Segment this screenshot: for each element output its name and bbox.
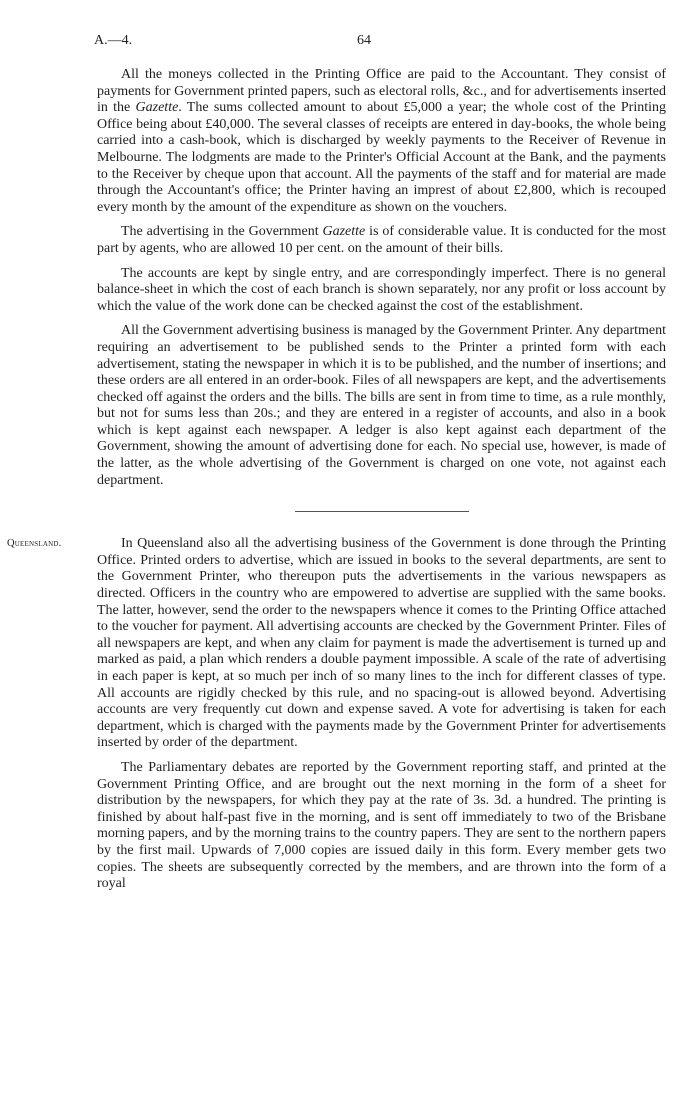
page-number: 64 [357, 33, 371, 48]
document-reference: A.—4. [94, 33, 133, 48]
page-header [0, 33, 700, 53]
page-body [7, 67, 666, 901]
paragraph-gazette-advertising: The advertising in the Government Gazette is of considerable value. It is conducted for the most part by agents, who are allowed 10 per cent. on the amount of their bills. [97, 224, 666, 256]
gazette-title-italic: Gazette [135, 100, 179, 116]
gazette-title-italic: Gazette [322, 224, 366, 240]
paragraph-accounts-single-entry: The accounts are kept by single entry, and are correspondingly imperfect. There is no general balance-sheet in which the cost of each branch is shown separately, nor any profit or loss account by which the value of the work done can be checked against the cost of the establishment. [97, 265, 666, 314]
paragraph-parliamentary-debates: The Parliamentary debates are reported by the Government reporting staff, and printed at the Government Printing Office, and are brought out the next morning in the form of a sheet for distribution by the newspapers, for which they pay at the rate of 3s. 3d. a hundred. The printing is finished by about half-past five in the morning, and is sent off immediately to two of the Brisbane morning papers, and by the morning trains to the country papers. They are sent to the northern papers by the first mail. Upwards of 7,000 copies are issued daily in this form. Every member gets two copies. The sheets are subsequently corrected by the members, and are thrown into the form of a royal [97, 759, 666, 892]
margin-label-queensland: Queensland. [7, 538, 62, 550]
section-divider [295, 511, 469, 512]
paragraph-queensland-advertising: In Queensland also all the advertising business of the Government is done through the Printing Office. Printed orders to advertise, which are issued in books to the several departments, are sent to the Government Printer, who thereupon puts the advertisements in the various newspapers as directed. Officers in the country who are empowered to advertise are supplied with the same books. The latter, however, send the order to the newspapers whence it comes to the Printing Office attached to the voucher for payment. All advertising accounts are checked by the Government Printer. Files of all newspapers are kept, and when any claim for payment is made the advertisement is turned up and marked as paid, a plan which renders a double payment impossible. A scale of the rate of advertising in each paper is kept, at so much per inch of so many lines to the inch for different classes of type. All accounts are rigidly checked by this rule, and no spacing-out is allowed beyond. Advertising accounts are very frequently cut down and expense saved. A vote for advertising is taken for each department, which is charged with the payments made by the Government Printer for advertisements inserted by order of the department. [97, 536, 666, 751]
paragraph-government-advertising: All the Government advertising business is managed by the Government Printer. Any department requiring an advertisement to be published sends to the Printer a printed form with each advertisement, stating the newspaper in which it is to be published, and the number of insertions; and these orders are all entered in an order-book. Files of all newspapers are kept, and the advertisements checked off against the orders and the bills. The bills are sent in from time to time, as a rule monthly, but not for sums less than 20s.; and they are entered in a register of accounts, and also in a book which is kept against each newspaper. A ledger is also kept against each department of the Government, showing the amount of advertising done for each. No special use, however, is made of the latter, as the whole advertising of the Government is charged on one vote, not against each department. [97, 323, 666, 488]
paragraph-printing-office-moneys: All the moneys collected in the Printing Office are paid to the Accountant. They consist of payments for Government printed papers, such as electoral rolls, &c., and for advertisements inserted in the Gazette. The sums collected amount to about £5,000 a year; the whole cost of the Printing Office being about £40,000. The several classes of receipts are entered in day-books, the whole being carried into a cash-book, which is discharged by weekly payments to the Receiver of Revenue in Melbourne. The lodgments are made to the Printer's Official Account at the Bank, and the payments to the Receiver by cheque upon that account. All the payments of the staff and for material are made through the Accountant's office; the Printer having an imprest of about £2,800, which is recouped every month by the amount of the expenditure as shown on the vouchers. [97, 67, 666, 215]
queensland-section [7, 536, 666, 892]
